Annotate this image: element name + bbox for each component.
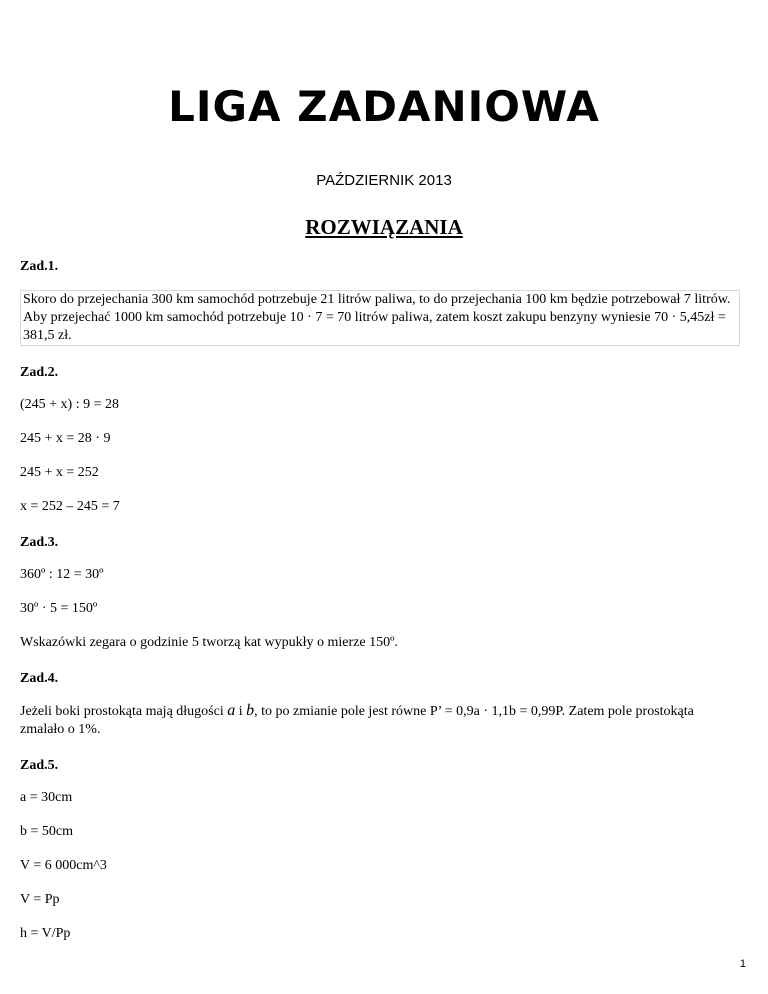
task-4 (20, 670, 740, 739)
task-4-text (20, 702, 740, 739)
page-subtitle: PAŹDZIERNIK 2013 (316, 172, 452, 189)
task-3-label: Zad.3. (20, 535, 59, 550)
task-2-line-1: (245 + x) : 9 = 28 (20, 397, 120, 412)
task-4-text-before: Jeżeli boki prostokąta mają długości (20, 704, 228, 719)
task-1-text: Skoro do przejechania 300 km samochód potrzebuje 21 litrów paliwa, to do przejechania 100 km będzie potrzebował 7 litrów. Aby przejechać 1000 km samochód potrzebuje 10 · 7 = 70 litrów paliwa, zatem koszt zakupu benzyny wyniesie 70 · 5,45zł = 381,5 zł. (20, 290, 740, 346)
task-3-line-1: 360º : 12 = 30º (20, 567, 104, 582)
task-5-line-1: a = 30cm (20, 790, 73, 805)
task-4-text-after: , to po zmianie pole jest równe P’ = 0,9a · 1,1b = 0,99P. Zatem pole prostokąta zmalało o 1%. (20, 704, 694, 737)
document-body (20, 258, 740, 961)
task-4-var-a: a (227, 702, 236, 719)
page-title: LIGA ZADANIOWA (168, 82, 600, 131)
task-5-line-5: h = V/Pp (20, 926, 71, 941)
task-1 (20, 258, 740, 346)
section-heading: ROZWIĄZANIA (305, 215, 463, 239)
task-3-line-3: Wskazówki zegara o godzinie 5 tworzą kat wypukły o mierze 150º. (20, 635, 398, 650)
page-number: 1 (739, 958, 746, 970)
task-5-label: Zad.5. (20, 758, 59, 773)
task-1-label: Zad.1. (20, 259, 59, 274)
task-3-line-2: 30º · 5 = 150º (20, 601, 98, 616)
task-3 (20, 534, 740, 652)
task-2-line-3: 245 + x = 252 (20, 465, 99, 480)
task-2-line-2: 245 + x = 28 · 9 (20, 431, 111, 446)
task-2-line-4: x = 252 – 245 = 7 (20, 499, 120, 514)
task-4-label: Zad.4. (20, 671, 59, 686)
task-5-line-2: b = 50cm (20, 824, 73, 839)
task-2-label: Zad.2. (20, 365, 59, 380)
task-4-var-b: b (246, 702, 255, 719)
task-5-line-3: V = 6 000cm^3 (20, 858, 107, 873)
task-5-line-4: V = Pp (20, 892, 60, 907)
task-2 (20, 364, 740, 516)
task-4-conj: i (235, 704, 247, 719)
task-5 (20, 757, 740, 943)
